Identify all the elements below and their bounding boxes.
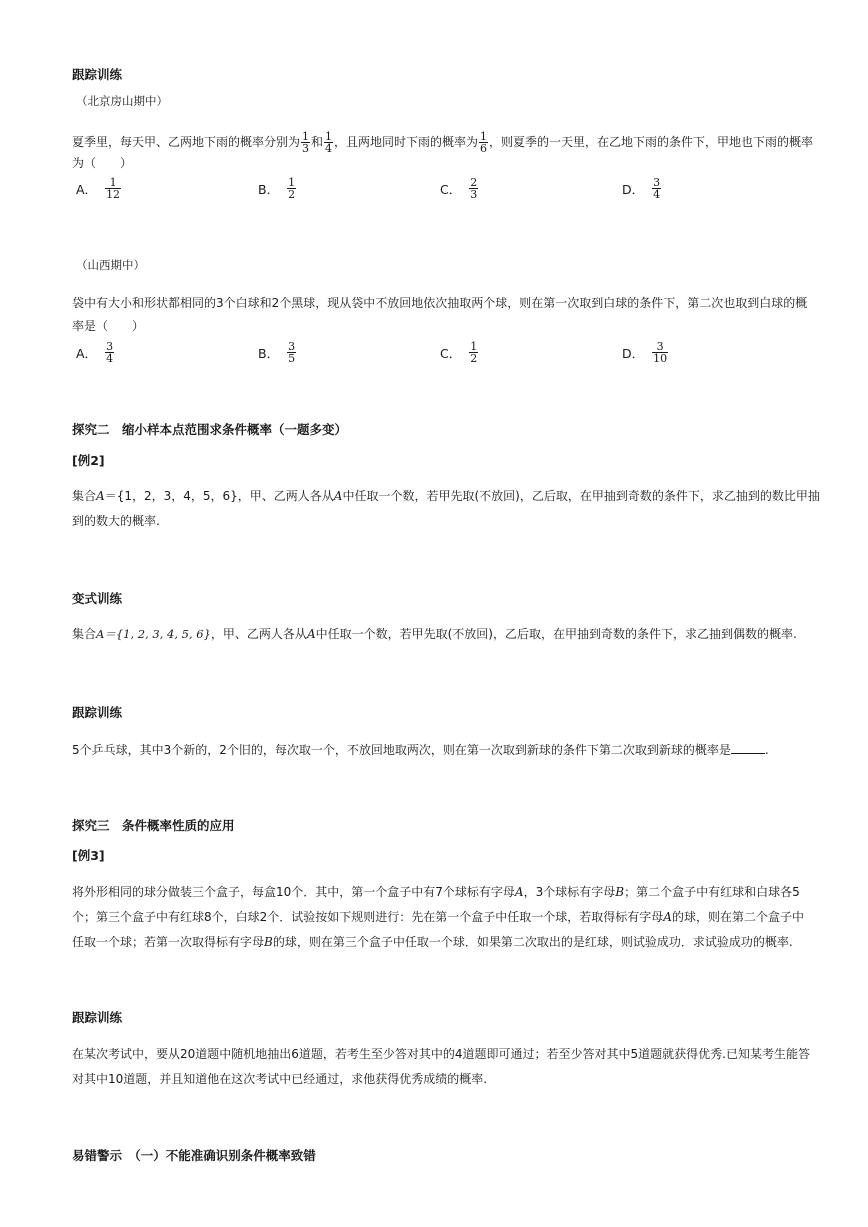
variant-text: 集合A＝{1, 2, 3, 4, 5, 6}，甲、乙两人各从A中任取一个数，若甲先取(不放回)，乙后取，在甲抽到奇数的条件下，求乙抽到偶数的概率. <box>72 627 797 641</box>
question-text-line-1: 夏季里，每天甲、乙两地下雨的概率分别为 $\frac{1}{3}$ 和 $\frac{1}{4}$ ，且两地同时下雨的概率为 $\frac{1}{6}$ ，则夏季的一天里，在乙地下雨的条件下，甲地也下雨的概率 <box>72 130 814 155</box>
option-c: C． $\frac{1}{2}$ <box>440 340 478 365</box>
option-a: A． $\frac{1}{12}$ <box>76 176 121 201</box>
option-a: A． $\frac{3}{4}$ <box>76 340 114 365</box>
example-text-line-3: 任取一个球；若第一次取得标有字母B的球，则在第三个盒子中任取一个球．如果第二次取出的是红球，则试验成功．求试验成功的概率. <box>72 935 793 949</box>
example-label: [例3] <box>72 848 105 863</box>
example-label: [例2] <box>72 453 105 468</box>
example-text-line-2: 个；第三个盒子中有红球8个，白球2个．试验按如下规则进行：先在第一个盒子中任取一个球，若取得标有字母A的球，则在第二个盒子中 <box>72 910 804 924</box>
section-heading-tracking-3: 跟踪训练 <box>72 1010 123 1025</box>
option-b: B． $\frac{3}{5}$ <box>258 340 296 365</box>
tracking-text: 5个乒乓球，其中3个新的，2个旧的，每次取一个，不放回地取两次，则在第一次取到新球的条件下第二次取到新球的概率是 . <box>72 743 769 757</box>
question-text-line-2: 率是（ ） <box>72 319 145 333</box>
example-text-line-2: 到的数大的概率. <box>72 514 160 528</box>
fraction: $\frac{1}{3}$ <box>302 130 310 155</box>
section-heading-tracking-2: 跟踪训练 <box>72 705 123 720</box>
example-text-line-1: 集合A＝{1，2，3，4，5，6}，甲、乙两人各从A中任取一个数，若甲先取(不放回)，乙后取，在甲抽到奇数的条件下，求乙抽到的数比甲抽 <box>72 489 820 503</box>
section-heading-explore-2: 探究二 缩小样本点范围求条件概率（一题多变） <box>72 422 348 437</box>
question-source: （北京房山期中） <box>76 94 168 108</box>
section-heading-error-warning: 易错警示 （一）不能准确识别条件概率致错 <box>72 1148 316 1163</box>
section-heading-explore-3: 探究三 条件概率性质的应用 <box>72 818 235 833</box>
fraction: $\frac{1}{4}$ <box>325 130 333 155</box>
section-heading-tracking-1: 跟踪训练 <box>72 67 123 82</box>
option-b: B． $\frac{1}{2}$ <box>258 176 296 201</box>
option-d: D． $\frac{3}{4}$ <box>622 176 661 201</box>
question-text-line-2: 为（ ） <box>72 156 133 170</box>
option-c: C． $\frac{2}{3}$ <box>440 176 478 201</box>
example-text-line-1: 将外形相同的球分做装三个盒子，每盒10个．其中，第一个盒子中有7个球标有字母A，3个球标有字母B；第二个盒子中有红球和白球各5 <box>72 885 800 899</box>
fraction: $\frac{1}{6}$ <box>480 130 488 155</box>
answer-blank <box>731 742 765 754</box>
question-text-line-1: 袋中有大小和形状都相同的3个白球和2个黑球，现从袋中不放回地依次抽取两个球，则在第一次取到白球的条件下，第二次也取到白球的概 <box>72 296 808 310</box>
question-source: （山西期中） <box>76 258 145 272</box>
tracking-text-line-2: 对其中10道题，并且知道他在这次考试中已经通过，求他获得优秀成绩的概率. <box>72 1072 488 1086</box>
option-d: D． $\frac{3}{10}$ <box>622 340 668 365</box>
tracking-text-line-1: 在某次考试中，要从20道题中随机地抽出6道题，若考生至少答对其中的4道题即可通过；若至少答对其中5道题就获得优秀.已知某考生能答 <box>72 1047 810 1061</box>
section-heading-variant: 变式训练 <box>72 591 123 606</box>
